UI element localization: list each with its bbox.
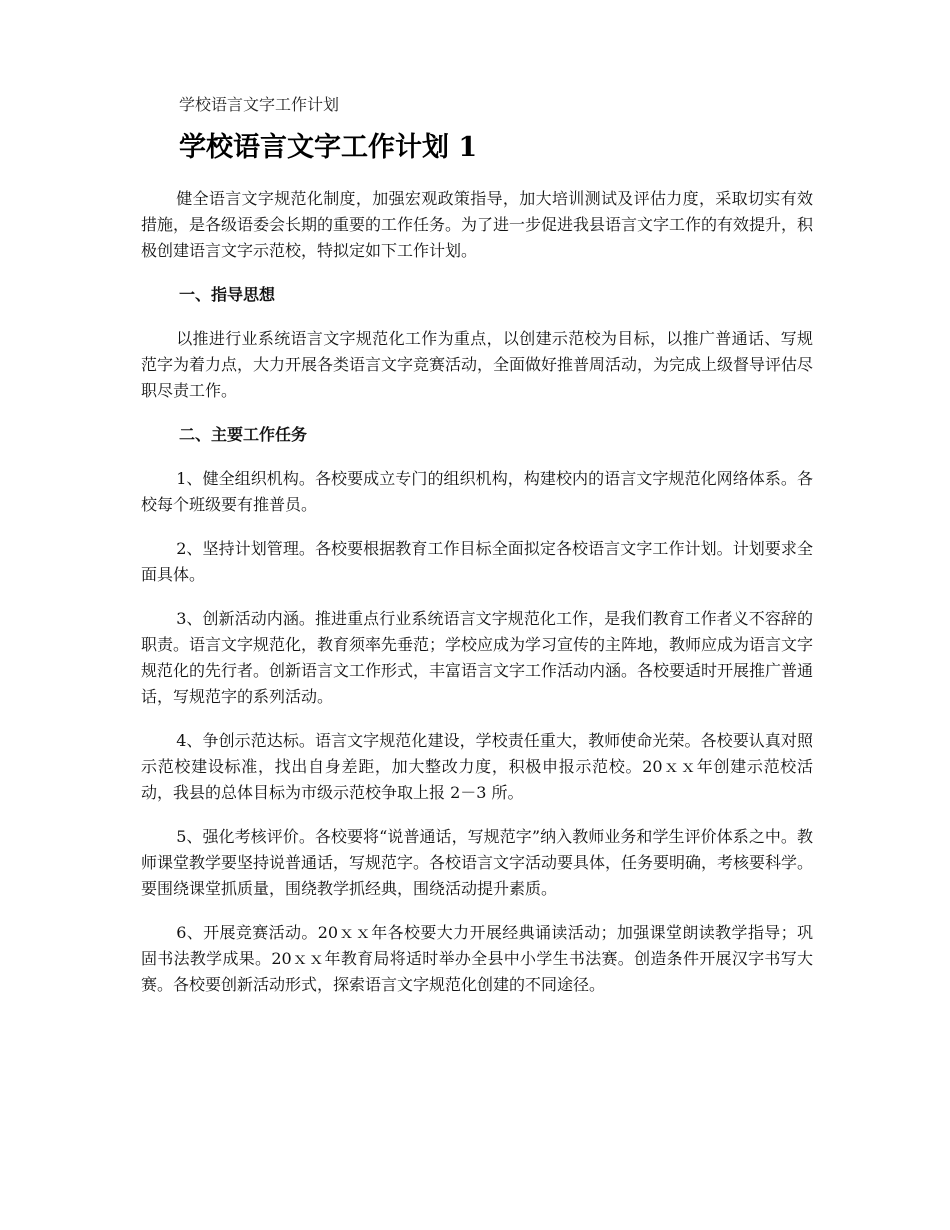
task-item-5: 5、强化考核评价。各校要将“说普通话，写规范字”纳入教师业务和学生评价体系之中。教师课堂教学要坚持说普通话，写规范字。各校语言文字活动要具体，任务要明确，考核要科学。要围绕课堂抓质量，围绕教学抓经典，围绕活动提升素质。	[141, 827, 814, 898]
document-body	[141, 92, 813, 1016]
task-item-2: 2、坚持计划管理。各校要根据教育工作目标全面拟定各校语言文字工作计划。计划要求全面具体。	[141, 539, 813, 584]
guiding-ideology-paragraph: 以推进行业系统语言文字规范化工作为重点，以创建示范校为目标，以推广普通话、写规范字为着力点，大力开展各类语言文字竞赛活动，全面做好推普周活动，为完成上级督导评估尽职尽责工作。	[141, 329, 814, 400]
section-heading-guiding-ideology: 一、指导思想	[179, 285, 276, 304]
task-item-4: 4、争创示范达标。语言文字规范化建设，学校责任重大，教师使命光荣。各校要认真对照示范校建设标准，找出自身差距，加大整改力度，积极申报示范校。20ｘｘ年创建示范校活动，我县的总体目标为市级示范校争取上报 2－3 所。	[141, 731, 813, 802]
running-title: 学校语言文字工作计划	[179, 95, 340, 114]
section-heading-main-tasks: 二、主要工作任务	[179, 425, 308, 444]
intro-paragraph: 健全语言文字规范化制度，加强宏观政策指导，加大培训测试及评估力度，采取切实有效措施，是各级语委会长期的重要的工作任务。为了进一步促进我县语言文字工作的有效提升，积极创建语言文字示范校，特拟定如下工作计划。	[141, 189, 814, 260]
task-item-1: 1、健全组织机构。各校要成立专门的组织机构，构建校内的语言文字规范化网络体系。各校每个班级要有推普员。	[141, 469, 813, 514]
page-title: 学校语言文字工作计划 1	[179, 132, 478, 163]
task-item-6: 6、开展竞赛活动。20ｘｘ年各校要大力开展经典诵读活动；加强课堂朗读教学指导；巩固书法教学成果。20ｘｘ年教育局将适时举办全县中小学生书法赛。创造条件开展汉字书写大赛。各校要创新活动形式，探索语言文字规范化创建的不同途径。	[141, 923, 813, 994]
task-item-3: 3、创新活动内涵。推进重点行业系统语言文字规范化工作，是我们教育工作者义不容辞的职责。语言文字规范化，教育须率先垂范；学校应成为学习宣传的主阵地，教师应成为语言文字规范化的先行者。创新语言文工作形式，丰富语言文字工作活动内涵。各校要适时开展推广普通话，写规范字的系列活动。	[141, 609, 814, 706]
